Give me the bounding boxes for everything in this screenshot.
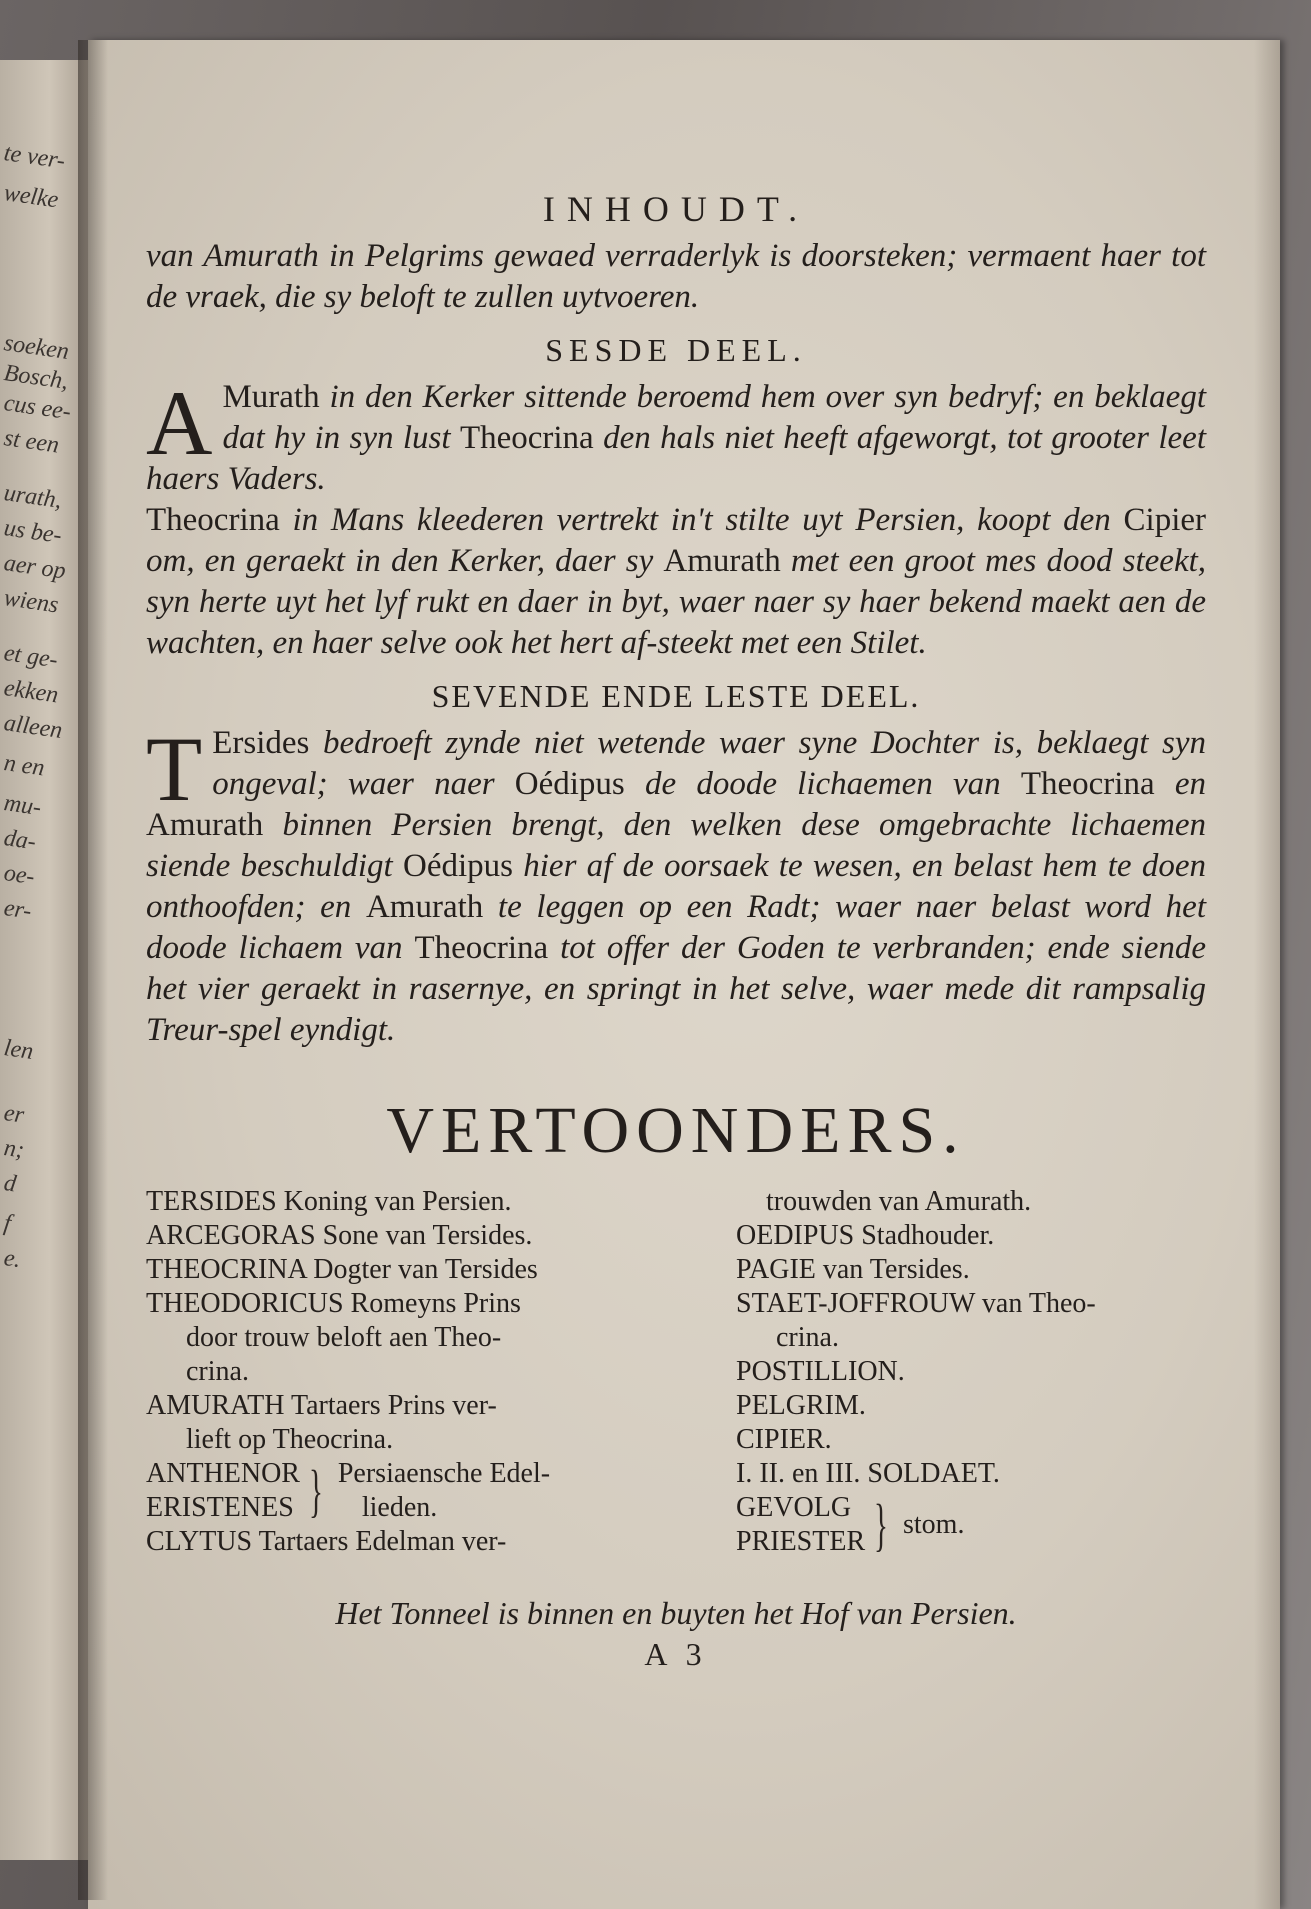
cast-entry: THEOCRINA Dogter van Tersides: [146, 1254, 538, 1285]
cast-column-left: [146, 1185, 646, 1559]
cast-entry: OEDIPUS Stadhouder.: [736, 1220, 995, 1251]
cast-name: ERISTENES: [146, 1492, 294, 1523]
facing-page-fragment: f: [2, 1210, 13, 1237]
facing-page-fragment: da-: [2, 825, 38, 856]
facing-page: [0, 60, 90, 1860]
page-edge: [1254, 40, 1280, 1909]
facing-page-fragment: ekken: [2, 675, 60, 709]
facing-page-fragment: er: [2, 1100, 26, 1129]
facing-page-fragment: d: [2, 1170, 18, 1198]
facing-page-fragment: n en: [2, 750, 47, 782]
cast-entry: PELGRIM.: [736, 1390, 866, 1421]
cast-name: PRIESTER: [736, 1526, 866, 1557]
facing-page-fragment: soeken: [2, 330, 71, 365]
cast-brace-group: [736, 1491, 1206, 1559]
cast-title: VERTOONDERS.: [386, 1094, 966, 1167]
page-content: [146, 188, 1206, 1673]
brace-glyph: }: [308, 1458, 323, 1523]
brace-glyph: }: [874, 1492, 889, 1557]
facing-page-fragment: alleen: [2, 710, 64, 745]
book-gutter: [78, 40, 108, 1900]
part6-paragraph-2: Theocrina in Mans kleederen vertrekt in't stilte uyt Persien, koopt den Cipier om, en geraekt in den Kerker, daer sy Amurath met een groot mes dood steekt, syn herte uyt het lyf rukt en daer in byt, waer naer sy haer bekend maekt aen de wachten, en haer selve ook het hert af-steekt met een Stilet.: [146, 502, 1207, 661]
dropcap: T: [146, 718, 203, 820]
cast-entry: TERSIDES Koning van Persien.: [146, 1186, 512, 1217]
facing-page-fragment: te ver-: [2, 140, 67, 175]
cast-entry: crina.: [776, 1322, 839, 1353]
part6-paragraph-1: A Murath in den Kerker sittende beroemd hem over syn bedryf; en beklaegt dat hy in syn lust Theocrina den hals niet heeft afgeworgt, tot grooter leet haers Vaders.: [146, 372, 1206, 497]
cast-entry: I. II. en III. SOLDAET.: [736, 1458, 1000, 1489]
facing-page-fragment: mu-: [2, 790, 43, 822]
facing-page-fragment: er-: [2, 895, 34, 925]
cast-entry: AMURATH Tartaers Prins ver- lieft op Theocrina.: [146, 1390, 497, 1455]
facing-page-fragment: e.: [2, 1245, 23, 1274]
facing-page-fragment: oe-: [2, 860, 37, 891]
section-heading-part7: SEVENDE ENDE LESTE DEEL.: [431, 678, 921, 714]
facing-page-fragment: us be-: [2, 515, 64, 549]
cast-entry: STAET-JOFFROUW van Theo-: [736, 1288, 1096, 1319]
cast-entry: THEODORICUS Romeyns Prins door trouw beloft aen Theo- crina.: [146, 1288, 521, 1387]
part7-paragraph: T Ersides bedroeft zynde niet wetende waer syne Dochter is, beklaegt syn ongeval; waer naer Oédipus de doode lichaemen van Theocrina en Amurath binnen Persien brengt, den welken dese omgebrachte lichaemen siende beschuldigt Oédipus hier af de oorsaek te wesen, en belast hem te doen onthoofden; en Amurath te leggen op een Radt; waer naer belast word het doode lichaem van Theocrina tot offer der Goden te verbranden; ende siende het vier geraekt in rasernye, en springt in het selve, waer mede dit rampsalig Treur-spel eyndigt.: [146, 718, 1207, 1048]
facing-page-fragment: wiens: [2, 585, 61, 619]
cast-desc: stom.: [902, 1509, 965, 1540]
intro-paragraph: van Amurath in Pelgrims gewaed verraderlyk is doorsteken; vermaent haer tot de vraek, die sy beloft te zullen uytvoeren.: [146, 238, 1206, 315]
setting-line: Het Tonneel is binnen en buyten het Hof van Persien.: [335, 1595, 1017, 1631]
book-page: [88, 40, 1280, 1909]
cast-brace-group: [146, 1457, 646, 1525]
cast-list: [146, 1185, 1206, 1559]
cast-column-right: [736, 1185, 1206, 1559]
cast-entry: CIPIER.: [736, 1424, 832, 1455]
cast-entry: trouwden van Amurath.: [766, 1186, 1032, 1217]
facing-page-fragment: n;: [2, 1135, 26, 1164]
facing-page-fragment: st een: [2, 425, 61, 459]
facing-page-fragment: urath,: [2, 480, 64, 514]
cast-name: GEVOLG: [736, 1492, 852, 1523]
cast-entry: CLYTUS Tartaers Edelman ver-: [146, 1526, 507, 1557]
facing-page-fragment: len: [2, 1035, 35, 1065]
facing-page-fragment: aer op: [2, 550, 68, 585]
facing-page-fragment: et ge-: [2, 640, 60, 674]
signature-mark: A 3: [644, 1636, 708, 1672]
section-heading-part6: SESDE DEEL.: [545, 332, 807, 368]
cast-name: ANTHENOR: [146, 1458, 300, 1489]
running-head: INHOUDT.: [542, 189, 810, 229]
facing-page-fragment: cus ee-: [2, 390, 73, 426]
cast-entry: ARCEGORAS Sone van Tersides.: [146, 1220, 533, 1251]
facing-page-fragment: Bosch,: [2, 360, 70, 395]
cast-entry: PAGIE van Tersides.: [736, 1254, 970, 1285]
dropcap: A: [146, 372, 213, 474]
cast-desc: lieden.: [361, 1492, 438, 1523]
cast-desc: Persiaensche Edel-: [337, 1458, 551, 1489]
cast-entry: POSTILLION.: [736, 1356, 905, 1387]
facing-page-fragment: welke: [2, 180, 60, 214]
